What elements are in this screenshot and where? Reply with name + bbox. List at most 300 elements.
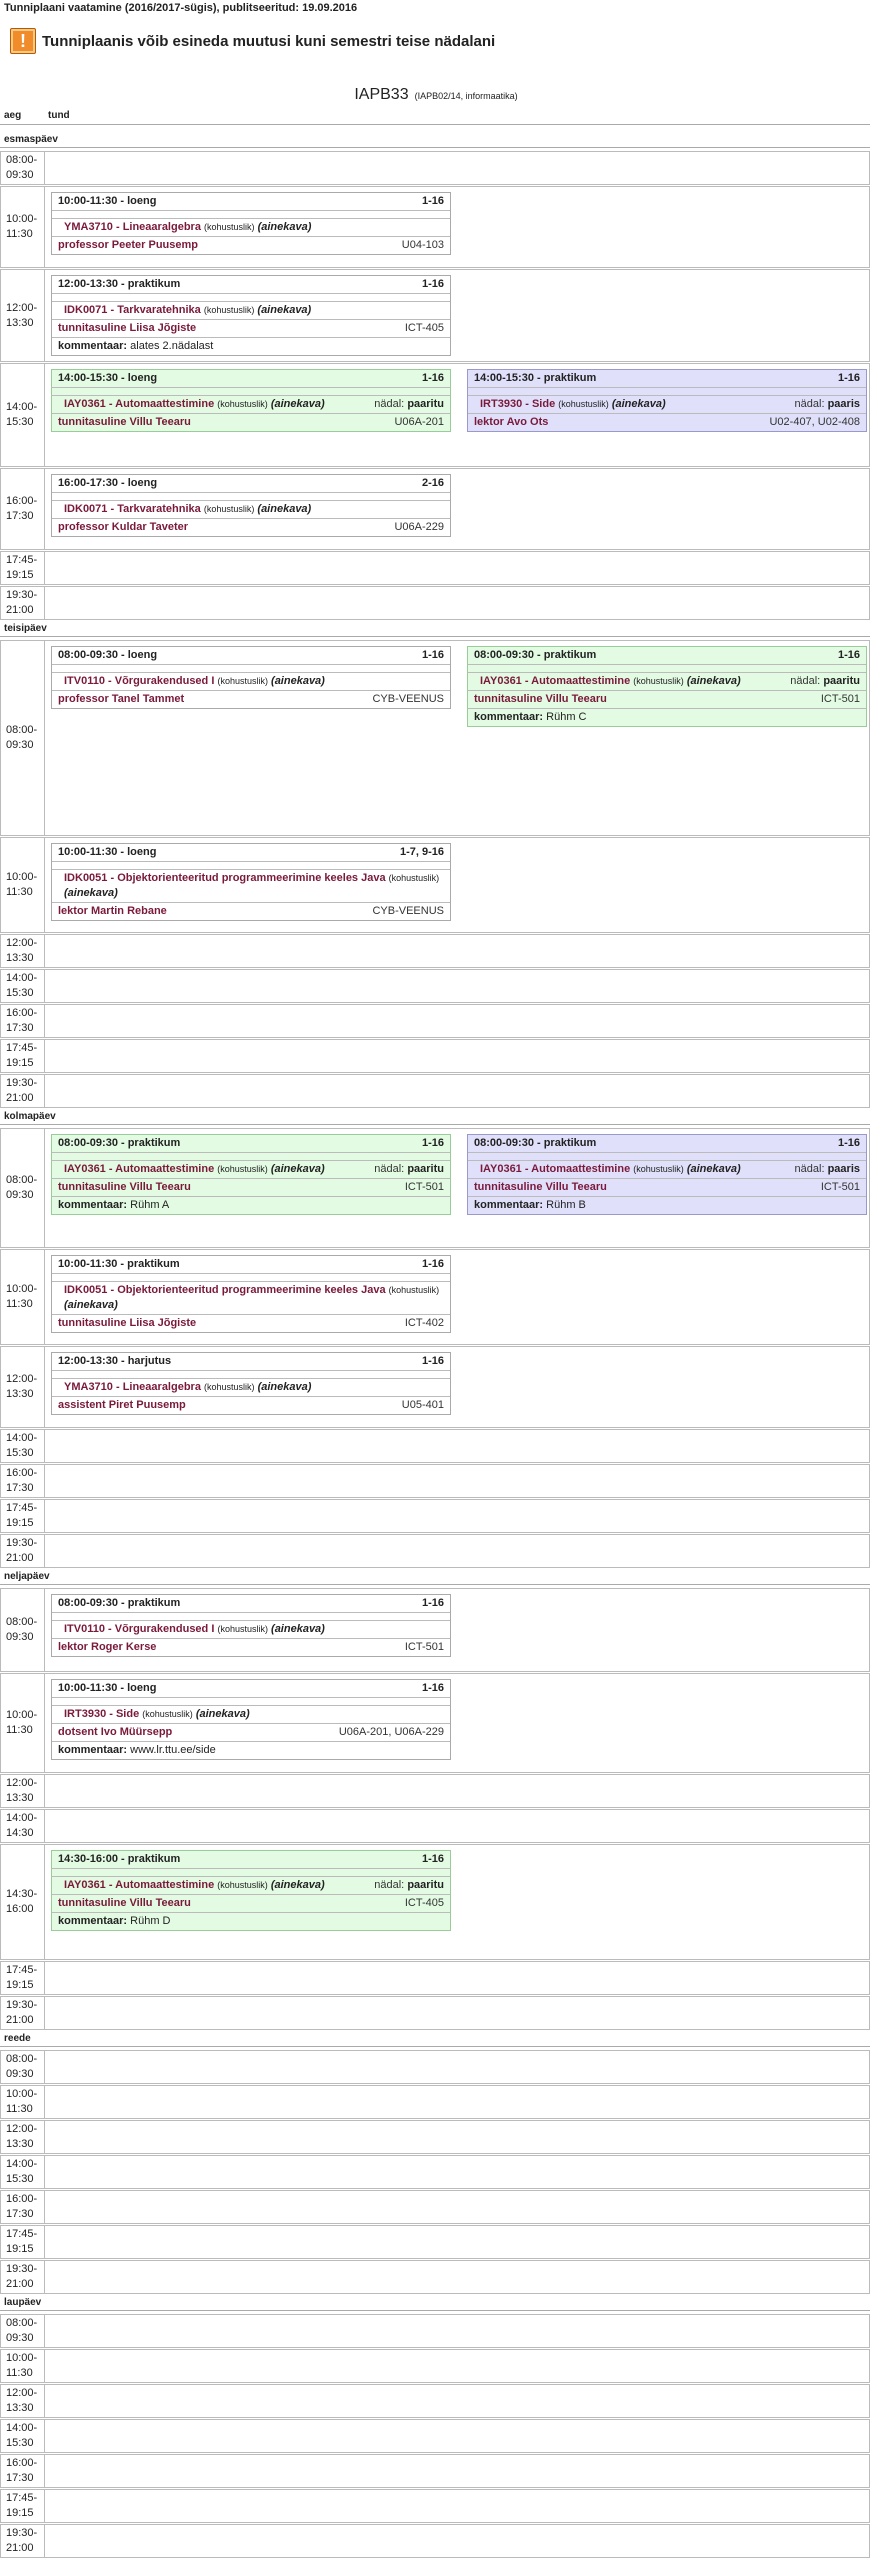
week-parity xyxy=(374,1878,444,1893)
time-label: 12:00- 13:30 xyxy=(6,301,38,329)
week-parity xyxy=(795,1162,860,1177)
subject-curriculum-link[interactable]: (ainekava) xyxy=(271,675,325,687)
time-label: 12:00- 13:30 xyxy=(6,1777,38,1804)
subject-mandatory: (kohustuslik) xyxy=(142,1709,193,1719)
teacher-line xyxy=(468,413,866,431)
time-label: 14:00- 15:30 xyxy=(6,972,38,999)
teacher-link[interactable]: professor Tanel Tammet xyxy=(58,693,185,705)
subject-line xyxy=(52,1378,450,1396)
time-row xyxy=(0,1844,870,1960)
subject-link[interactable] xyxy=(58,1283,444,1313)
lesson-time-type: 12:00-13:30 - harjutus xyxy=(58,1355,172,1367)
subject-name[interactable]: IDK0051 - Objektorienteeritud programmeerimine keeles Java xyxy=(64,872,386,884)
teacher-line xyxy=(52,413,450,431)
teacher-link[interactable]: professor Peeter Puusemp xyxy=(58,239,198,251)
time-slot xyxy=(1,838,45,932)
subject-line xyxy=(52,301,450,319)
lesson-header xyxy=(468,370,866,387)
subject-curriculum-link[interactable]: (ainekava) xyxy=(270,1879,325,1891)
time-slot xyxy=(1,2420,45,2452)
lesson-weeks: 1-16 xyxy=(421,1853,444,1865)
comment-text: Rühm D xyxy=(130,1915,171,1927)
lesson-header xyxy=(52,1680,450,1697)
time-label: 08:00- 09:30 xyxy=(6,2317,38,2344)
subject-link[interactable] xyxy=(474,674,741,689)
spacer xyxy=(52,1612,450,1620)
teacher-line xyxy=(52,690,450,708)
subject-line xyxy=(468,1160,866,1178)
comment-line xyxy=(52,1912,450,1930)
lesson-weeks: 1-16 xyxy=(421,649,444,661)
lesson-card[interactable] xyxy=(51,1850,451,1931)
time-slot xyxy=(1,2525,45,2557)
time-slot xyxy=(1,2315,45,2347)
lesson-header xyxy=(52,844,450,861)
day-header: reede xyxy=(4,2033,31,2044)
week-parity-value: paaritu xyxy=(407,1879,444,1891)
time-row xyxy=(0,1429,870,1463)
lesson-time-type: 08:00-09:30 - praktikum xyxy=(58,1137,181,1149)
subject-link[interactable] xyxy=(58,674,325,689)
time-row xyxy=(0,2155,870,2189)
day-divider xyxy=(0,2046,870,2047)
room: CYB-VEENUS xyxy=(372,693,444,705)
spacer xyxy=(52,293,450,301)
teacher-link[interactable]: tunnitasuline Villu Teearu xyxy=(474,693,607,705)
lesson-time-type: 12:00-13:30 - praktikum xyxy=(58,278,181,290)
spacer xyxy=(52,387,450,395)
lesson-time-type: 10:00-11:30 - loeng xyxy=(58,195,157,207)
time-slot xyxy=(1,2086,45,2118)
subject-mandatory: (kohustuslik) xyxy=(204,222,255,232)
subject-mandatory: (kohustuslik) xyxy=(217,1624,268,1634)
subject-mandatory: (kohustuslik) xyxy=(217,1164,268,1174)
time-label: 08:00- 09:30 xyxy=(6,1174,38,1201)
time-row xyxy=(0,1004,870,1038)
time-row xyxy=(0,2489,870,2523)
subject-line xyxy=(52,869,450,902)
subject-link[interactable] xyxy=(58,1162,325,1177)
subject-curriculum-link[interactable]: (ainekava) xyxy=(64,1299,118,1311)
lesson-weeks: 1-16 xyxy=(421,1355,444,1367)
teacher-line xyxy=(52,319,450,337)
time-slot xyxy=(1,1430,45,1462)
time-row xyxy=(0,2225,870,2259)
subject-curriculum-link[interactable]: (ainekava) xyxy=(195,1708,250,1720)
subject-link[interactable] xyxy=(474,1162,741,1177)
comment-text: Rühm B xyxy=(546,1199,586,1211)
day-header: kolmapäev xyxy=(4,1111,56,1122)
teacher-link[interactable]: tunnitasuline Villu Teearu xyxy=(474,1181,607,1193)
time-row xyxy=(0,186,870,268)
subject-mandatory: (kohustuslik) xyxy=(633,676,684,686)
subject-name[interactable]: IAY0361 - Automaattestimine xyxy=(64,398,215,410)
week-label: nädal: xyxy=(374,1163,405,1175)
day-divider xyxy=(0,2310,870,2311)
time-row xyxy=(0,2190,870,2224)
time-slot xyxy=(1,2385,45,2417)
comment-text: Rühm C xyxy=(546,711,587,723)
teacher-link[interactable]: dotsent Ivo Müürsepp xyxy=(58,1726,173,1738)
subject-mandatory: (kohustuslik) xyxy=(388,873,440,883)
time-label: 12:00- 13:30 xyxy=(6,937,38,964)
subject-link[interactable] xyxy=(58,502,311,517)
week-parity-value: paaris xyxy=(827,398,860,410)
subject-curriculum-link[interactable]: (ainekava) xyxy=(257,1381,312,1393)
subject-link[interactable] xyxy=(58,397,325,412)
time-slot xyxy=(1,1535,45,1567)
lesson-header xyxy=(468,647,866,664)
time-row xyxy=(0,2050,870,2084)
lesson-weeks: 1-16 xyxy=(421,372,444,384)
time-label: 19:30- 21:00 xyxy=(6,2263,38,2290)
subject-curriculum-link[interactable]: (ainekava) xyxy=(257,221,312,233)
teacher-line xyxy=(52,1894,450,1912)
subject-link[interactable] xyxy=(58,1707,250,1722)
subject-line xyxy=(52,218,450,236)
room: CYB-VEENUS xyxy=(372,905,444,917)
day-divider xyxy=(0,636,870,637)
time-label: 17:45- 19:15 xyxy=(6,1042,38,1069)
comment xyxy=(474,710,586,725)
lesson-time-type: 10:00-11:30 - loeng xyxy=(58,846,157,858)
time-label: 17:45- 19:15 xyxy=(6,1964,38,1991)
lesson-card[interactable] xyxy=(51,474,451,537)
spacer xyxy=(52,1697,450,1705)
day-header: esmaspäev xyxy=(4,134,58,145)
comment xyxy=(58,1914,170,1929)
room: ICT-405 xyxy=(404,1897,444,1909)
day-divider xyxy=(0,1124,870,1125)
time-slot xyxy=(1,2191,45,2223)
comment-label: kommentaar: xyxy=(58,1915,128,1927)
subject-name[interactable]: IAY0361 - Automaattestimine xyxy=(480,1163,631,1175)
room: ICT-402 xyxy=(404,1317,444,1329)
group-desc: (IAPB02/14, informaatika) xyxy=(414,91,518,101)
time-slot xyxy=(1,152,45,184)
subject-mandatory: (kohustuslik) xyxy=(204,1382,255,1392)
time-row xyxy=(0,969,870,1003)
subject-link[interactable] xyxy=(58,1380,311,1395)
time-row xyxy=(0,586,870,620)
lesson-weeks: 1-16 xyxy=(421,1258,444,1270)
teacher-line xyxy=(52,1178,450,1196)
week-parity xyxy=(790,674,860,689)
teacher-line xyxy=(468,690,866,708)
time-slot xyxy=(1,2121,45,2153)
subject-name[interactable]: IRT3930 - Side xyxy=(64,1708,140,1720)
lesson-card[interactable] xyxy=(51,369,451,432)
time-row xyxy=(0,2085,870,2119)
subject-name[interactable]: YMA3710 - Lineaaralgebra xyxy=(64,221,201,233)
teacher-line xyxy=(52,1638,450,1656)
time-row xyxy=(0,551,870,585)
column-lesson: tund xyxy=(48,110,70,121)
subject-line xyxy=(52,1281,450,1314)
time-slot xyxy=(1,1589,45,1671)
time-slot xyxy=(1,1075,45,1107)
subject-name[interactable]: IAY0361 - Automaattestimine xyxy=(64,1163,215,1175)
time-label: 19:30- 21:00 xyxy=(6,1077,38,1104)
time-slot xyxy=(1,552,45,584)
comment-label: kommentaar: xyxy=(474,1199,544,1211)
week-parity xyxy=(374,397,444,412)
time-label: 14:00- 15:30 xyxy=(6,2422,38,2449)
lesson-time-type: 14:00-15:30 - praktikum xyxy=(474,372,597,384)
time-slot xyxy=(1,2051,45,2083)
week-label: nädal: xyxy=(790,675,821,687)
lesson-card[interactable] xyxy=(467,1134,867,1215)
time-row xyxy=(0,2120,870,2154)
lesson-header xyxy=(52,193,450,210)
lesson-card[interactable] xyxy=(51,1352,451,1415)
day-header: teisipäev xyxy=(4,623,47,634)
subject-link[interactable] xyxy=(58,1622,325,1637)
lesson-card[interactable] xyxy=(467,646,867,727)
time-label: 12:00- 13:30 xyxy=(6,1373,38,1400)
time-label: 19:30- 21:00 xyxy=(6,2527,38,2554)
time-label: 08:00- 09:30 xyxy=(6,2053,38,2080)
subject-mandatory: (kohustuslik) xyxy=(217,676,268,686)
time-row xyxy=(0,1809,870,1843)
time-label: 16:00- 17:30 xyxy=(6,1467,38,1494)
time-slot xyxy=(1,1810,45,1842)
lesson-card[interactable] xyxy=(467,369,867,432)
time-slot xyxy=(1,1500,45,1532)
lesson-header xyxy=(52,370,450,387)
subject-link[interactable] xyxy=(474,397,666,412)
page-title: Tunniplaani vaatamine (2016/2017-sügis), publitseeritud: 19.09.2016 xyxy=(4,2,358,14)
time-label: 17:45- 19:15 xyxy=(6,2492,38,2519)
lesson-card[interactable] xyxy=(51,275,451,356)
spacer xyxy=(468,387,866,395)
comment-line xyxy=(52,1196,450,1214)
subject-curriculum-link[interactable]: (ainekava) xyxy=(257,304,312,316)
week-parity-value: paaritu xyxy=(407,398,444,410)
time-row xyxy=(0,2349,870,2383)
time-slot xyxy=(1,1997,45,2029)
time-row xyxy=(0,1534,870,1568)
teacher-line xyxy=(52,1723,450,1741)
spacer xyxy=(52,210,450,218)
day-divider xyxy=(0,147,870,148)
teacher-line xyxy=(468,1178,866,1196)
room: ICT-501 xyxy=(820,693,860,705)
time-slot xyxy=(1,1674,45,1772)
subject-name[interactable]: IDK0071 - Tarkvaratehnika xyxy=(64,503,201,515)
subject-line xyxy=(52,672,450,690)
lesson-card[interactable] xyxy=(51,1134,451,1215)
time-slot xyxy=(1,1040,45,1072)
week-parity-value: paaritu xyxy=(407,1163,444,1175)
divider xyxy=(0,124,870,125)
time-label: 19:30- 21:00 xyxy=(6,589,38,616)
time-row xyxy=(0,1499,870,1533)
spacer xyxy=(52,1370,450,1378)
subject-link[interactable] xyxy=(58,220,311,235)
comment-text: www.lr.ttu.ee/side xyxy=(130,1744,216,1756)
time-row xyxy=(0,151,870,185)
subject-name[interactable]: IAY0361 - Automaattestimine xyxy=(480,675,631,687)
day-header: laupäev xyxy=(4,2297,42,2308)
teacher-link[interactable]: tunnitasuline Villu Teearu xyxy=(58,1897,191,1909)
time-row xyxy=(0,1346,870,1428)
time-row xyxy=(0,2454,870,2488)
time-slot xyxy=(1,364,45,466)
lesson-weeks: 1-16 xyxy=(421,278,444,290)
comment-line xyxy=(468,1196,866,1214)
teacher-link[interactable]: tunnitasuline Liisa Jõgiste xyxy=(58,1317,197,1329)
time-label: 19:30- 21:00 xyxy=(6,1537,38,1564)
time-slot xyxy=(1,1845,45,1959)
teacher-link[interactable]: lektor Martin Rebane xyxy=(58,905,167,917)
lesson-weeks: 1-16 xyxy=(837,372,860,384)
subject-name[interactable]: ITV0110 - Võrgurakendused I xyxy=(64,1623,215,1635)
lesson-time-type: 10:00-11:30 - loeng xyxy=(58,1682,157,1694)
teacher-link[interactable]: professor Kuldar Taveter xyxy=(58,521,189,533)
time-label: 16:00- 17:30 xyxy=(6,2193,38,2220)
time-slot xyxy=(1,1465,45,1497)
spacer xyxy=(52,1273,450,1281)
teacher-link[interactable]: assistent Piret Puusemp xyxy=(58,1399,186,1411)
subject-line xyxy=(52,395,450,413)
time-label: 14:00- 15:30 xyxy=(6,2158,38,2185)
subject-name[interactable]: IRT3930 - Side xyxy=(480,398,556,410)
subject-curriculum-link[interactable]: (ainekava) xyxy=(686,675,741,687)
week-parity xyxy=(374,1162,444,1177)
subject-name[interactable]: YMA3710 - Lineaaralgebra xyxy=(64,1381,201,1393)
time-slot xyxy=(1,1129,45,1247)
time-label: 10:00- 11:30 xyxy=(6,1283,38,1310)
time-row xyxy=(0,1673,870,1773)
spacer xyxy=(468,1152,866,1160)
time-slot xyxy=(1,2226,45,2258)
subject-curriculum-link[interactable]: (ainekava) xyxy=(270,398,325,410)
time-label: 17:45- 19:15 xyxy=(6,2228,38,2255)
lesson-time-type: 08:00-09:30 - praktikum xyxy=(58,1597,181,1609)
subject-name[interactable]: IDK0071 - Tarkvaratehnika xyxy=(64,304,201,316)
spacer xyxy=(52,664,450,672)
time-slot xyxy=(1,970,45,1002)
time-row xyxy=(0,2260,870,2294)
lesson-time-type: 08:00-09:30 - praktikum xyxy=(474,1137,597,1149)
subject-curriculum-link[interactable]: (ainekava) xyxy=(64,887,118,899)
room: ICT-501 xyxy=(404,1181,444,1193)
subject-curriculum-link[interactable]: (ainekava) xyxy=(271,1623,325,1635)
room: ICT-501 xyxy=(820,1181,860,1193)
room: U05-401 xyxy=(401,1399,444,1411)
time-slot xyxy=(1,2350,45,2382)
time-row xyxy=(0,468,870,550)
comment-text: Rühm A xyxy=(130,1199,170,1211)
subject-name[interactable]: IDK0051 - Objektorienteeritud programmeerimine keeles Java xyxy=(64,1284,386,1296)
room: U06A-201 xyxy=(394,416,444,428)
time-slot xyxy=(1,1962,45,1994)
subject-line xyxy=(468,672,866,690)
subject-mandatory: (kohustuslik) xyxy=(203,305,255,315)
subject-mandatory: (kohustuslik) xyxy=(217,399,268,409)
time-slot xyxy=(1,469,45,549)
lesson-card[interactable] xyxy=(51,1594,451,1657)
week-label: nädal: xyxy=(374,1879,405,1891)
comment xyxy=(474,1198,586,1213)
time-label: 16:00- 17:30 xyxy=(6,2457,38,2484)
comment-label: kommentaar: xyxy=(474,711,544,723)
comment-label: kommentaar: xyxy=(58,340,128,352)
lesson-header xyxy=(52,475,450,492)
lesson-card[interactable] xyxy=(51,1679,451,1760)
lesson-time-type: 08:00-09:30 - loeng xyxy=(58,649,158,661)
lesson-header xyxy=(52,1851,450,1868)
time-label: 17:45- 19:15 xyxy=(6,554,38,581)
lesson-card[interactable] xyxy=(51,843,451,921)
time-slot xyxy=(1,187,45,267)
subject-curriculum-link[interactable]: (ainekava) xyxy=(270,1163,325,1175)
lesson-card[interactable] xyxy=(51,646,451,709)
subject-curriculum-link[interactable]: (ainekava) xyxy=(686,1163,741,1175)
subject-link[interactable] xyxy=(58,1878,325,1893)
time-slot xyxy=(1,641,45,835)
subject-name[interactable]: IAY0361 - Automaattestimine xyxy=(64,1879,215,1891)
lesson-weeks: 1-16 xyxy=(421,195,444,207)
lesson-weeks: 1-16 xyxy=(837,649,860,661)
subject-link[interactable] xyxy=(58,871,444,901)
teacher-link[interactable]: tunnitasuline Villu Teearu xyxy=(58,1181,191,1193)
time-label: 10:00- 11:30 xyxy=(6,2088,38,2115)
time-label: 16:00- 17:30 xyxy=(6,1007,38,1034)
time-label: 14:00- 15:30 xyxy=(6,401,38,428)
teacher-link[interactable]: lektor Roger Kerse xyxy=(58,1641,157,1653)
week-label: nädal: xyxy=(794,398,825,410)
teacher-link[interactable]: tunnitasuline Villu Teearu xyxy=(58,416,191,428)
room: U06A-229 xyxy=(394,521,444,533)
lesson-header xyxy=(52,1595,450,1612)
warning-icon: ! xyxy=(10,28,36,54)
spacer xyxy=(52,1868,450,1876)
time-slot xyxy=(1,1005,45,1037)
time-label: 14:00- 15:30 xyxy=(6,1432,38,1459)
time-row xyxy=(0,1464,870,1498)
subject-line xyxy=(52,500,450,518)
room: ICT-501 xyxy=(404,1641,444,1653)
lesson-card[interactable] xyxy=(51,192,451,255)
week-parity xyxy=(795,397,860,412)
subject-mandatory: (kohustuslik) xyxy=(558,399,609,409)
time-row xyxy=(0,363,870,467)
subject-link[interactable] xyxy=(58,303,311,318)
comment-line xyxy=(52,1741,450,1759)
teacher-line xyxy=(52,902,450,920)
room: U06A-201, U06A-229 xyxy=(338,1726,444,1738)
subject-curriculum-link[interactable]: (ainekava) xyxy=(611,398,666,410)
time-slot xyxy=(1,1347,45,1427)
group-title xyxy=(0,86,872,104)
warning-text: Tunniplaanis võib esineda muutusi kuni semestri teise nädalani xyxy=(42,32,496,50)
time-row xyxy=(0,837,870,933)
lesson-card[interactable] xyxy=(51,1255,451,1333)
teacher-link[interactable]: lektor Avo Ots xyxy=(474,416,549,428)
comment-line xyxy=(52,337,450,355)
subject-curriculum-link[interactable]: (ainekava) xyxy=(257,503,312,515)
time-row xyxy=(0,934,870,968)
time-row xyxy=(0,2419,870,2453)
lesson-weeks: 1-16 xyxy=(837,1137,860,1149)
subject-name[interactable]: ITV0110 - Võrgurakendused I xyxy=(64,675,215,687)
teacher-line xyxy=(52,1396,450,1414)
lesson-time-type: 14:00-15:30 - loeng xyxy=(58,372,158,384)
comment xyxy=(58,339,213,354)
teacher-link[interactable]: tunnitasuline Liisa Jõgiste xyxy=(58,322,197,334)
